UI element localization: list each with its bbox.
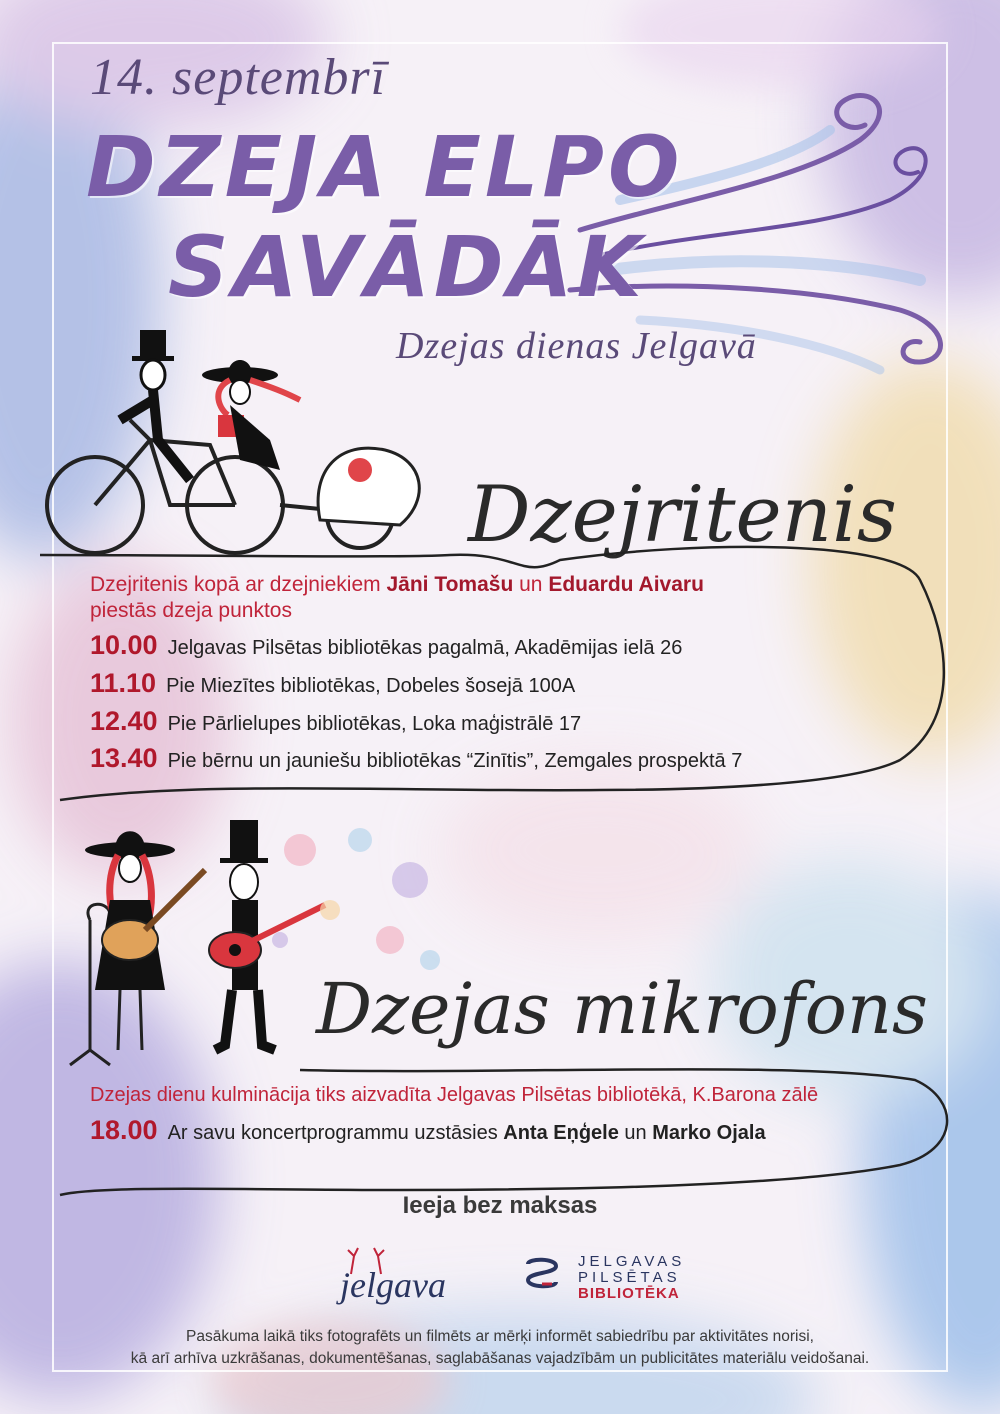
artist-name: Marko Ojala [652,1122,766,1144]
poet-name: Jāni Tomašu [386,573,514,596]
schedule-time: 10.00 [90,630,158,660]
page-title-line2: SAVĀDĀK [168,218,646,316]
schedule-place: Jelgavas Pilsētas bibliotēkas pagalmā, Akadēmijas ielā 26 [167,637,683,659]
schedule-place: Pie Miezītes bibliotēkas, Dobeles šosejā 100A [166,675,576,697]
library-logo-line2: PILSĒTAS [578,1269,681,1286]
page-title-line1: DZEJA ELPO [86,118,684,216]
artist-name: Anta Eņģele [503,1122,619,1144]
poet-name: Eduardu Aivaru [548,573,704,596]
jelgava-logo [340,1244,446,1306]
schedule-row [90,706,581,737]
schedule-place: Pie Pārlielupes bibliotēkas, Loka maģistrālē 17 [167,713,582,735]
schedule-place: Pie bērnu un jauniešu bibliotēkas “Zinītis”, Zemgales prospektā 7 [167,750,743,772]
free-entry-notice: Ieeja bez maksas [402,1192,598,1219]
schedule-time: 12.40 [90,706,158,736]
schedule-row [90,743,742,774]
schedule-row [90,630,682,661]
schedule-time: 11.10 [90,668,157,698]
section-title-dzejritenis: Dzejritenis [468,470,897,560]
library-emblem-icon [522,1254,562,1294]
schedule-time: 18.00 [90,1115,158,1145]
section2-intro: Dzejas dienu kulminācija tiks aizvadīta Jelgavas Pilsētas bibliotēkā, K.Barona zālē [90,1084,819,1106]
page-subtitle: Dzejas dienas Jelgavā [396,325,757,367]
library-logo-line3: BIBLIOTĒKA [578,1285,680,1302]
event-date: 14. septembrī [90,49,387,106]
section-title-dzejas-mikrofons: Dzejas mikrofons [316,968,928,1050]
schedule-time: 13.40 [90,743,158,773]
footer-disclaimer: Pasākuma laikā tiks fotografēts un filmēts ar mērķi informēt sabiedrību par aktivitātes norisi, kā arī arhīva uzkrāšanas, dokumentēšanas, saglabāšanas vajadzībām un publicitātes materiālu veidošanai. [130,1328,870,1367]
antlers-icon [346,1246,386,1276]
flowers-decoration [260,810,460,990]
schedule-row: 18.00 Ar savu koncertprogrammu uzstāsies Anta Eņģele un Marko Ojala [90,1115,766,1145]
library-logo-line1: JELGAVAS [578,1253,686,1270]
schedule-row [90,668,575,699]
jelgava-logo-text: jelgava [340,1265,446,1305]
section1-intro: Dzejritenis kopā ar dzejniekiem Jāni Tomašu un Eduardu Aivaru piestās dzeja punktos [90,573,704,622]
